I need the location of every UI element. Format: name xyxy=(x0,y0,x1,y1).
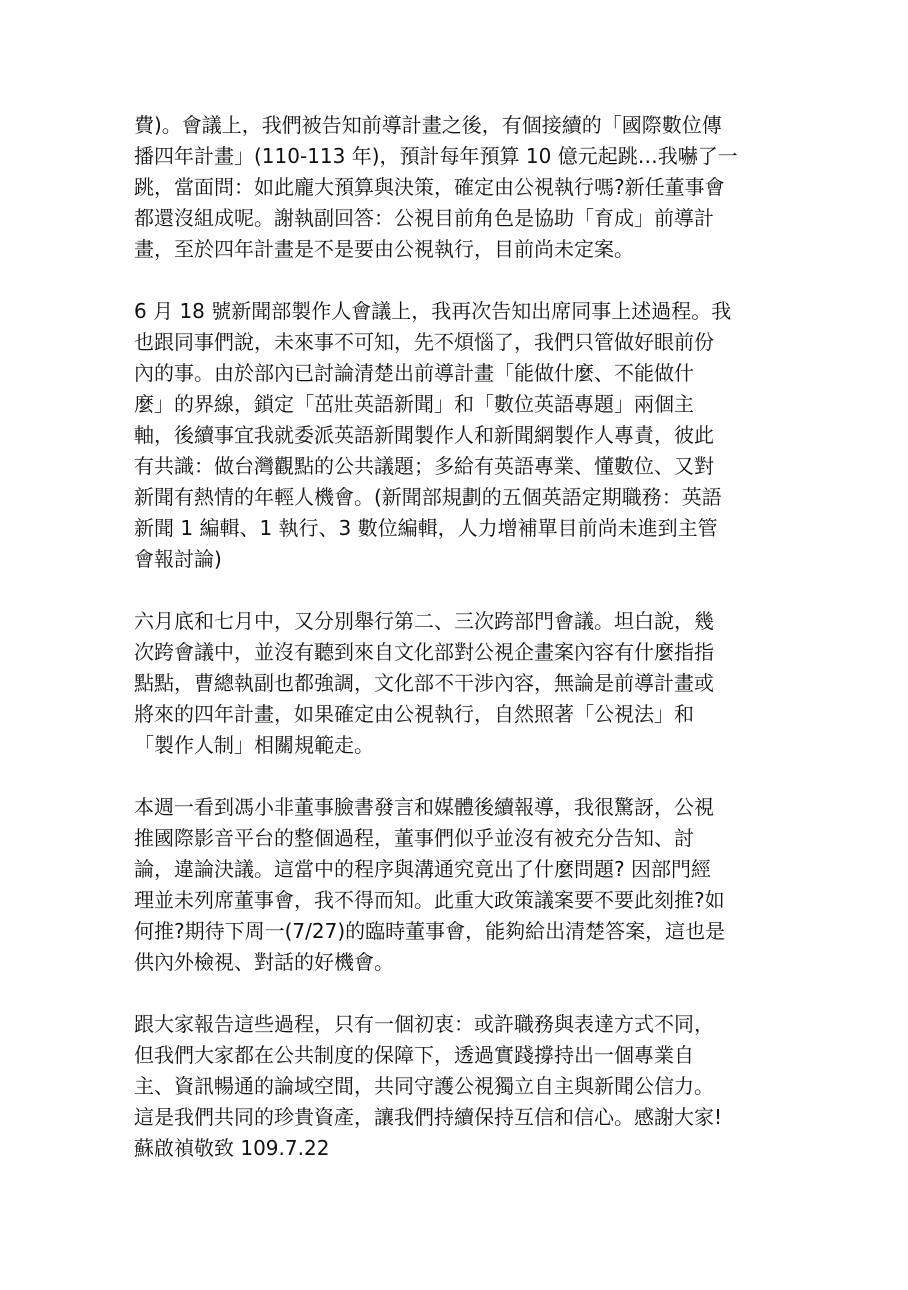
paragraph-4 xyxy=(134,792,774,978)
text-line: 6 月 18 號新聞部製作人會議上，我再次告知出席同事上述過程。我 xyxy=(134,299,732,323)
text-line: 論，違論決議。這當中的程序與溝通究竟出了什麼問題? 因部門經 xyxy=(134,857,711,881)
text-line: 但我們大家都在公共制度的保障下，透過實踐撐持出一個專業自 xyxy=(134,1043,694,1067)
text-line: 會報討論) xyxy=(134,547,222,571)
text-line: 六月底和七月中，又分別舉行第二、三次跨部門會議。坦白說，幾 xyxy=(134,609,714,633)
text-line: 新聞 1 編輯、1 執行、3 數位編輯，人力增補單目前尚未進到主管 xyxy=(134,516,718,540)
text-line: 將來的四年計畫，如果確定由公視執行，自然照著「公視法」和 xyxy=(134,702,694,726)
text-line: 播四年計畫」(110-113 年)，預計每年預算 10 億元起跳…我嚇了一 xyxy=(134,144,738,168)
text-line: 次跨會議中，並沒有聽到來自文化部對公視企畫案內容有什麼指指 xyxy=(134,640,714,664)
signature-line: 蘇啟禎敬致 109.7.22 xyxy=(134,1136,330,1160)
text-line: 畫，至於四年計畫是不是要由公視執行，目前尚未定案。 xyxy=(134,237,634,261)
paragraph-2 xyxy=(134,296,774,575)
paragraph-3 xyxy=(134,606,774,761)
text-line: 內的事。由於部內已討論清楚出前導計畫「能做什麼、不能做什 xyxy=(134,361,694,385)
text-line: 都還沒組成呢。謝執副回答：公視目前角色是協助「育成」前導計 xyxy=(134,206,714,230)
text-line: 何推?期待下周一(7/27)的臨時董事會，能夠給出清楚答案，這也是 xyxy=(134,919,726,943)
text-line: 點點，曹總執副也都強調，文化部不干涉內容，無論是前導計畫或 xyxy=(134,671,714,695)
text-line: 麼」的界線，鎖定「茁壯英語新聞」和「數位英語專題」兩個主 xyxy=(134,392,694,416)
text-line: 有共識：做台灣觀點的公共議題；多給有英語專業、懂數位、又對 xyxy=(134,454,714,478)
text-line: 理並未列席董事會，我不得而知。此重大政策議案要不要此刻推?如 xyxy=(134,888,725,912)
text-line: 這是我們共同的珍貴資產，讓我們持續保持互信和信心。感謝大家! xyxy=(134,1105,723,1129)
text-line: 供內外檢視、對話的好機會。 xyxy=(134,950,394,974)
text-line: 軸，後續事宜我就委派英語新聞製作人和新聞網製作人專責，彼此 xyxy=(134,423,714,447)
text-line: 主、資訊暢通的論域空間，共同守護公視獨立自主與新聞公信力。 xyxy=(134,1074,714,1098)
text-line: 跟大家報告這些過程，只有一個初衷：或許職務與表達方式不同， xyxy=(134,1012,714,1036)
text-line: 「製作人制」相關規範走。 xyxy=(134,733,374,757)
text-line: 也跟同事們說，未來事不可知，先不煩惱了，我們只管做好眼前份 xyxy=(134,330,714,354)
paragraph-1 xyxy=(134,110,774,265)
text-line: 新聞有熱情的年輕人機會。(新聞部規劃的五個英語定期職務：英語 xyxy=(134,485,722,509)
document-body xyxy=(134,110,774,1164)
text-line: 費)。會議上，我們被告知前導計畫之後，有個接續的「國際數位傳 xyxy=(134,113,722,137)
text-line: 推國際影音平台的整個過程，董事們似乎並沒有被充分告知、討 xyxy=(134,826,694,850)
text-line: 跳，當面問：如此龐大預算與決策，確定由公視執行嗎?新任董事會 xyxy=(134,175,725,199)
paragraph-5 xyxy=(134,1009,774,1164)
text-line: 本週一看到馮小非董事臉書發言和媒體後續報導，我很驚訝，公視 xyxy=(134,795,714,819)
